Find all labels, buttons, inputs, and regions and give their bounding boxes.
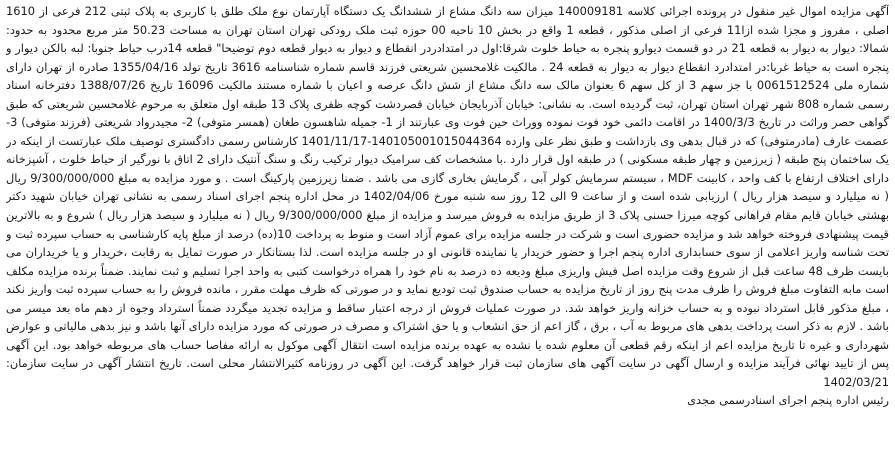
notice-signature: رئیس اداره پنجم اجرای اسنادرسمی مجدی xyxy=(687,393,889,408)
auction-notice-document xyxy=(6,2,889,449)
notice-body-text: آگهی مزایده اموال غیر منقول در پرونده اجرائی کلاسه 140009181 میزان سه دانگ مشاع از ششدانگ یک دستگاه آپارتمان نوع ملک طلق با کاربری به پلاک ثبتی 212 فرعی از 1610 اصلی ، مفروز و مجزا شده ازا11 فرعی از اصلی مذکور ، قطعه 1 واقع در بخش 10 ناحیه 00 حوزه ثبت ملک رودکی تهران استان تهران به مساحت 50.23 متر مربع محدود به حدود: شمالا: دیوار به دیوار به قطعه 21 در دو قسمت دیوارو پنجره به حیاط خلوت شرقا:اول در امتدادردر انقطاع و دیوار به دیوار قطعه دوم توضیحا" قطعه 14درب حیاط جنوبا: لبه بالکن دیوار و پنجره است به حیاط غربا:در امتدادرد انقطاع دیوار به دیوار به قطعه 24 . مالکیت غلامحسین شریعتی فرزند قاسم شماره شناسنامه 3616 تاریخ تولد 1355/04/16 صادره از تهران دارای شماره ملی 0061512524 با جز سهم 3 از کل سهم 6 بعنوان مالک سه دانگ مشاع از شش دانگ عرصه و اعیان با شماره مستند مالکیت 16096 تاریخ 1388/07/26 دفترخانه اسناد رسمی شماره 808 شهر تهران استان تهران، ثبت گردیده است. به نشانی: خیابان آذربایجان خیابان قصردشت کوچه ظفری پلاک 13 طبقه اول متعلق به مرحوم غلامحسین شریعتی که طبق گواهی حصر وراثت در تاریخ 1400/3/3 در اقامت دائمی خود فوت نموده ووراث حین فوت وی عبارتند از 1- جمیله شاهسون طغان (همسر متوفی) 2- مجیدرواد شریعتی (فرزند متوفی) 3- عصمت عارف (مادرمتوفی) که در قبال بدهی وی بازداشت و طبق نظر علی وارده 140105001015044364-1401/11/17 کارشناس رسمی دادگستری توصیف ملک عبارتست از اینکه در یک ساختمان پنج طبقه ( زیرزمین و چهار طبقه مسکونی ) در طبقه اول قرار دارد .با مشخصات کف سرامیک دیوار ترکیب رنگ و سنگ آنتیک دارای 2 اتاق با نورگیر از حیاط خلوت ، آشپزخانه دارای اختلاف ارتفاع با کف واحد ، کابینت MDF ، سیستم سرمایش کولر آبی ، گرمایش بخاری گازی می باشد . ضمنا زیرزمین پارکینگ است . و مورد مزایده به مبلغ 9/300/000/000 ریال ( نه میلیارد و سیصد هزار ریال ) ارزیابی شده است و از ساعت 9 الی 12 روز سه شنبه مورخ 1402/04/06 در محل اداره پنجم اجرای اسناد رسمی به نشانی تهران خیابان شهید دکتر بهشتی خیابان قایم مقام فراهانی کوچه میرزا حسنی پلاک 3 از طریق مزایده به فروش میرسد و مزایده از مبلغ 9/300/000/000 ریال ( نه میلیارد و سیصد هزار ریال ) شروع و به بالاترین قیمت پیشنهادی فروخته خواهد شد و مزایده حضوری است و شرکت در جلسه مزایده برای عموم آزاد است و منوط به پرداخت 10(ده) درصد از مبلغ پایه کارشناسی به حساب سپرده ثبت و تحت شناسه واریز اعلامی از سوی حسابداری اداره پنجم اجرا و حضور خریدار یا نماینده قانونی او در جلسه مزایده است. لذا بستانکار در صورت تمایل به رقابت ،خریدار و یا خریداران می بایست ظرف 48 ساعت قبل از شروع وقت مزایده اصل فیش واریزی مبلغ ودیعه ده درصد به نام خود را همراه درخواست کتبی به واحد اجرا تسلیم و ثبت نمایند. ضمناً برنده مزایده مکلف است مابه التفاوت مبلغ فروش را ظرف مدت پنج روز از تاریخ مزایده به حساب صندوق ثبت تودیع نماید و در صورتی که ظرف مهلت مقرر ، مانده فروش را به حساب سپرده ثبت واریز نکند ، مبلغ مذکور قابل استرداد نبوده و به حساب خزانه واریز خواهد شد. در صورت عملیات فروش از درجه اعتبار ساقط و مزایده تجدید میگردد ضمناً استرداد وجوه از دهم ماه بعد میسر می باشد . لازم به ذکر است پرداخت بدهی های مربوط به آب ، برق ، گاز اعم از حق انشعاب و یا حق اشتراک و مصرف در صورتی که مورد مزایده دارای آنها باشد و نیز بدهی مالیاتی و عوارض شهرداری و غیره تا تاریخ مزایده اعم از اینکه رقم قطعی آن معلوم شده یا نشده به عهده برنده مزایده است انتقال آگهی موکول به ارائه مفاصا حساب های مربوطه خواهد بود. این آگهی پس از تایید نهائی فرآیند مزایده و ارسال آگهی در سایت آگهی های سازمان ثبت قرار خواهد گرفت. این آگهی در روزنامه کثیرالانتشار محلی است. تاریخ انتشار آگهی در سایت سازمان: 1402/03/21 xyxy=(6,4,889,389)
